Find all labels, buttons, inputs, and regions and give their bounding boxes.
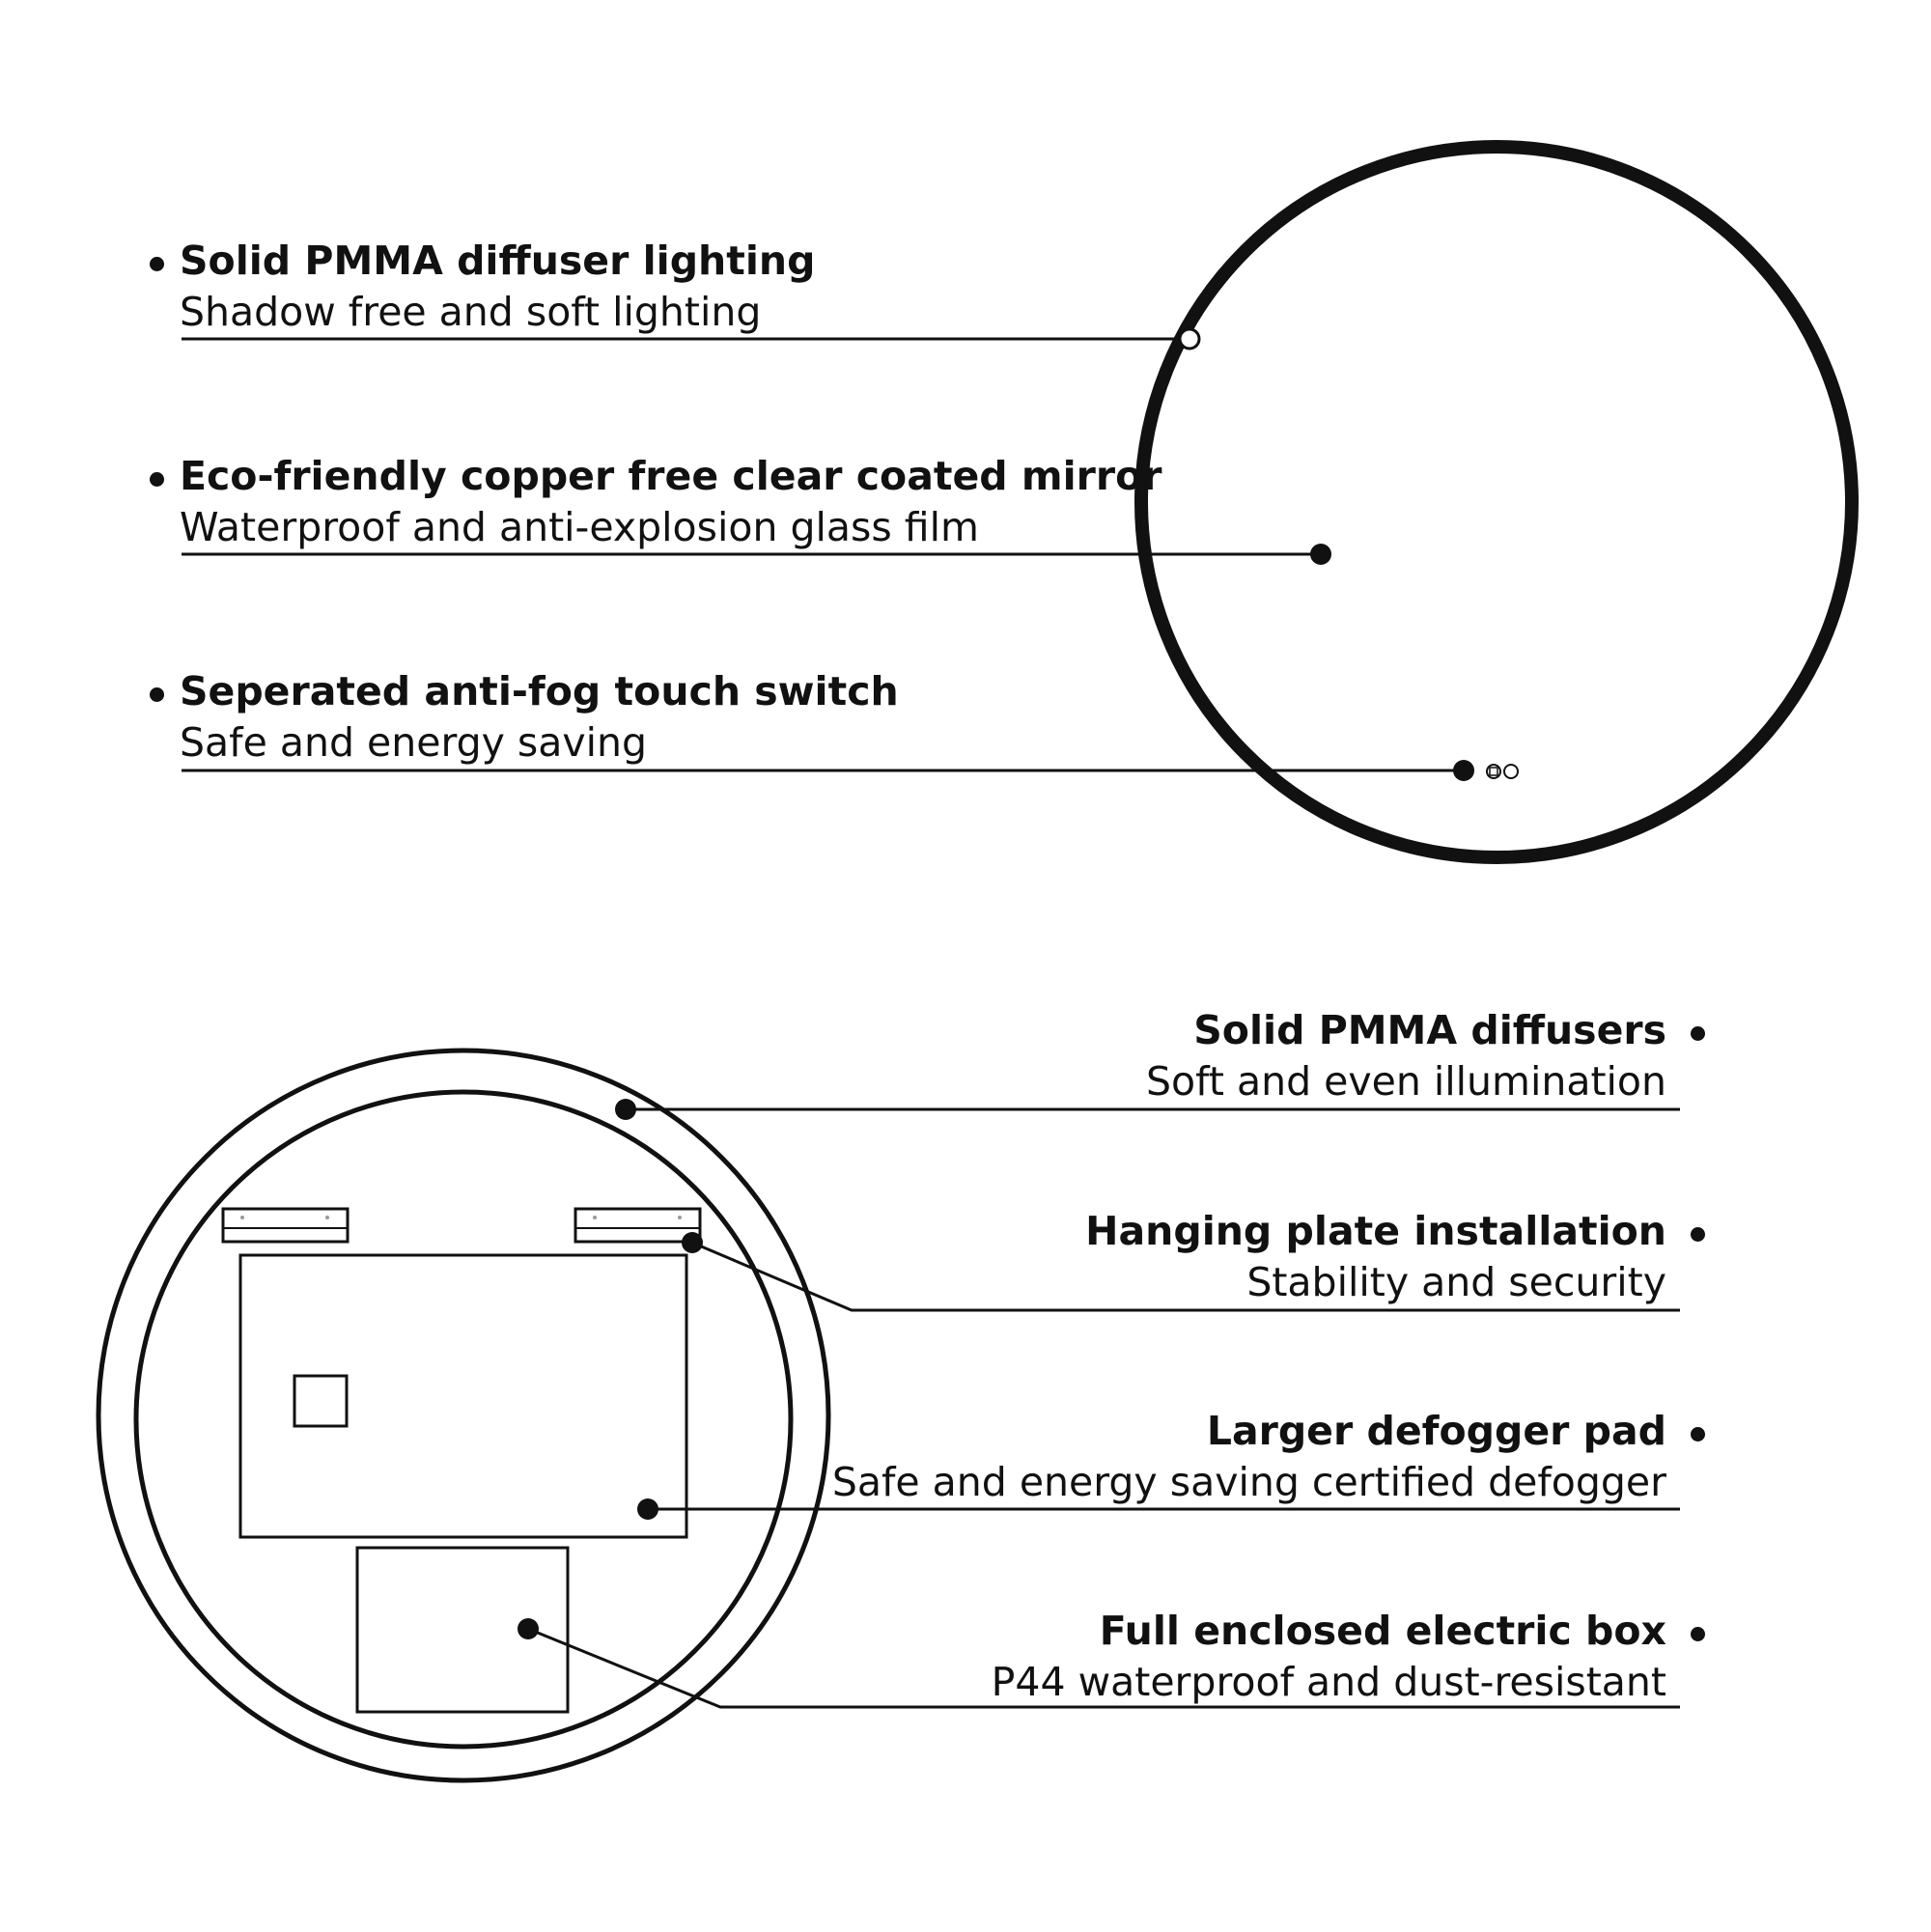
feature-touch-switch <box>180 669 899 766</box>
bullet-icon <box>1691 1227 1705 1242</box>
feature-defogger-pad <box>832 1409 1666 1505</box>
bullet-icon <box>150 687 164 702</box>
feature-subtitle: Stability and security <box>1246 1259 1666 1306</box>
front-mirror-frame <box>1141 147 1852 857</box>
feature-diffusers <box>1146 1008 1666 1105</box>
callout-dot-coated-mirror <box>1310 544 1331 565</box>
feature-title: Larger defogger pad <box>1206 1408 1666 1454</box>
feature-subtitle: Soft and even illumination <box>1146 1058 1666 1106</box>
feature-electric-box <box>992 1609 1666 1705</box>
hanging-plate-right <box>575 1209 700 1242</box>
hanging-plate-left <box>223 1209 348 1242</box>
callout-dot-diffuser-lighting <box>1180 329 1199 349</box>
feature-subtitle: Shadow free and soft lighting <box>180 289 762 336</box>
feature-title: Solid PMMA diffuser lighting <box>180 238 816 284</box>
feature-subtitle: P44 waterproof and dust-resistant <box>991 1659 1666 1706</box>
feature-coated-mirror <box>180 454 1162 550</box>
feature-title: Seperated anti-fog touch switch <box>180 668 899 714</box>
callout-dot-touch-switch <box>1453 760 1474 781</box>
feature-hanging-plate <box>1085 1209 1666 1305</box>
feature-title: Solid PMMA diffusers <box>1193 1007 1666 1053</box>
defogger-connector <box>294 1376 347 1426</box>
bullet-icon <box>1691 1026 1705 1041</box>
touch-switch-icon <box>1487 765 1518 778</box>
feature-diffuser-lighting <box>180 238 815 335</box>
feature-title: Full enclosed electric box <box>1099 1608 1666 1654</box>
bullet-icon <box>150 257 164 271</box>
bullet-icon <box>150 472 164 487</box>
feature-subtitle: Waterproof and anti-explosion glass film <box>180 504 979 551</box>
feature-title: Eco-friendly copper free clear coated mirror <box>180 453 1162 499</box>
bullet-icon <box>1691 1627 1705 1641</box>
feature-subtitle: Safe and energy saving certified defogger <box>831 1459 1666 1506</box>
feature-title: Hanging plate installation <box>1085 1208 1666 1254</box>
feature-subtitle: Safe and energy saving <box>180 719 648 767</box>
bullet-icon <box>1691 1427 1705 1442</box>
